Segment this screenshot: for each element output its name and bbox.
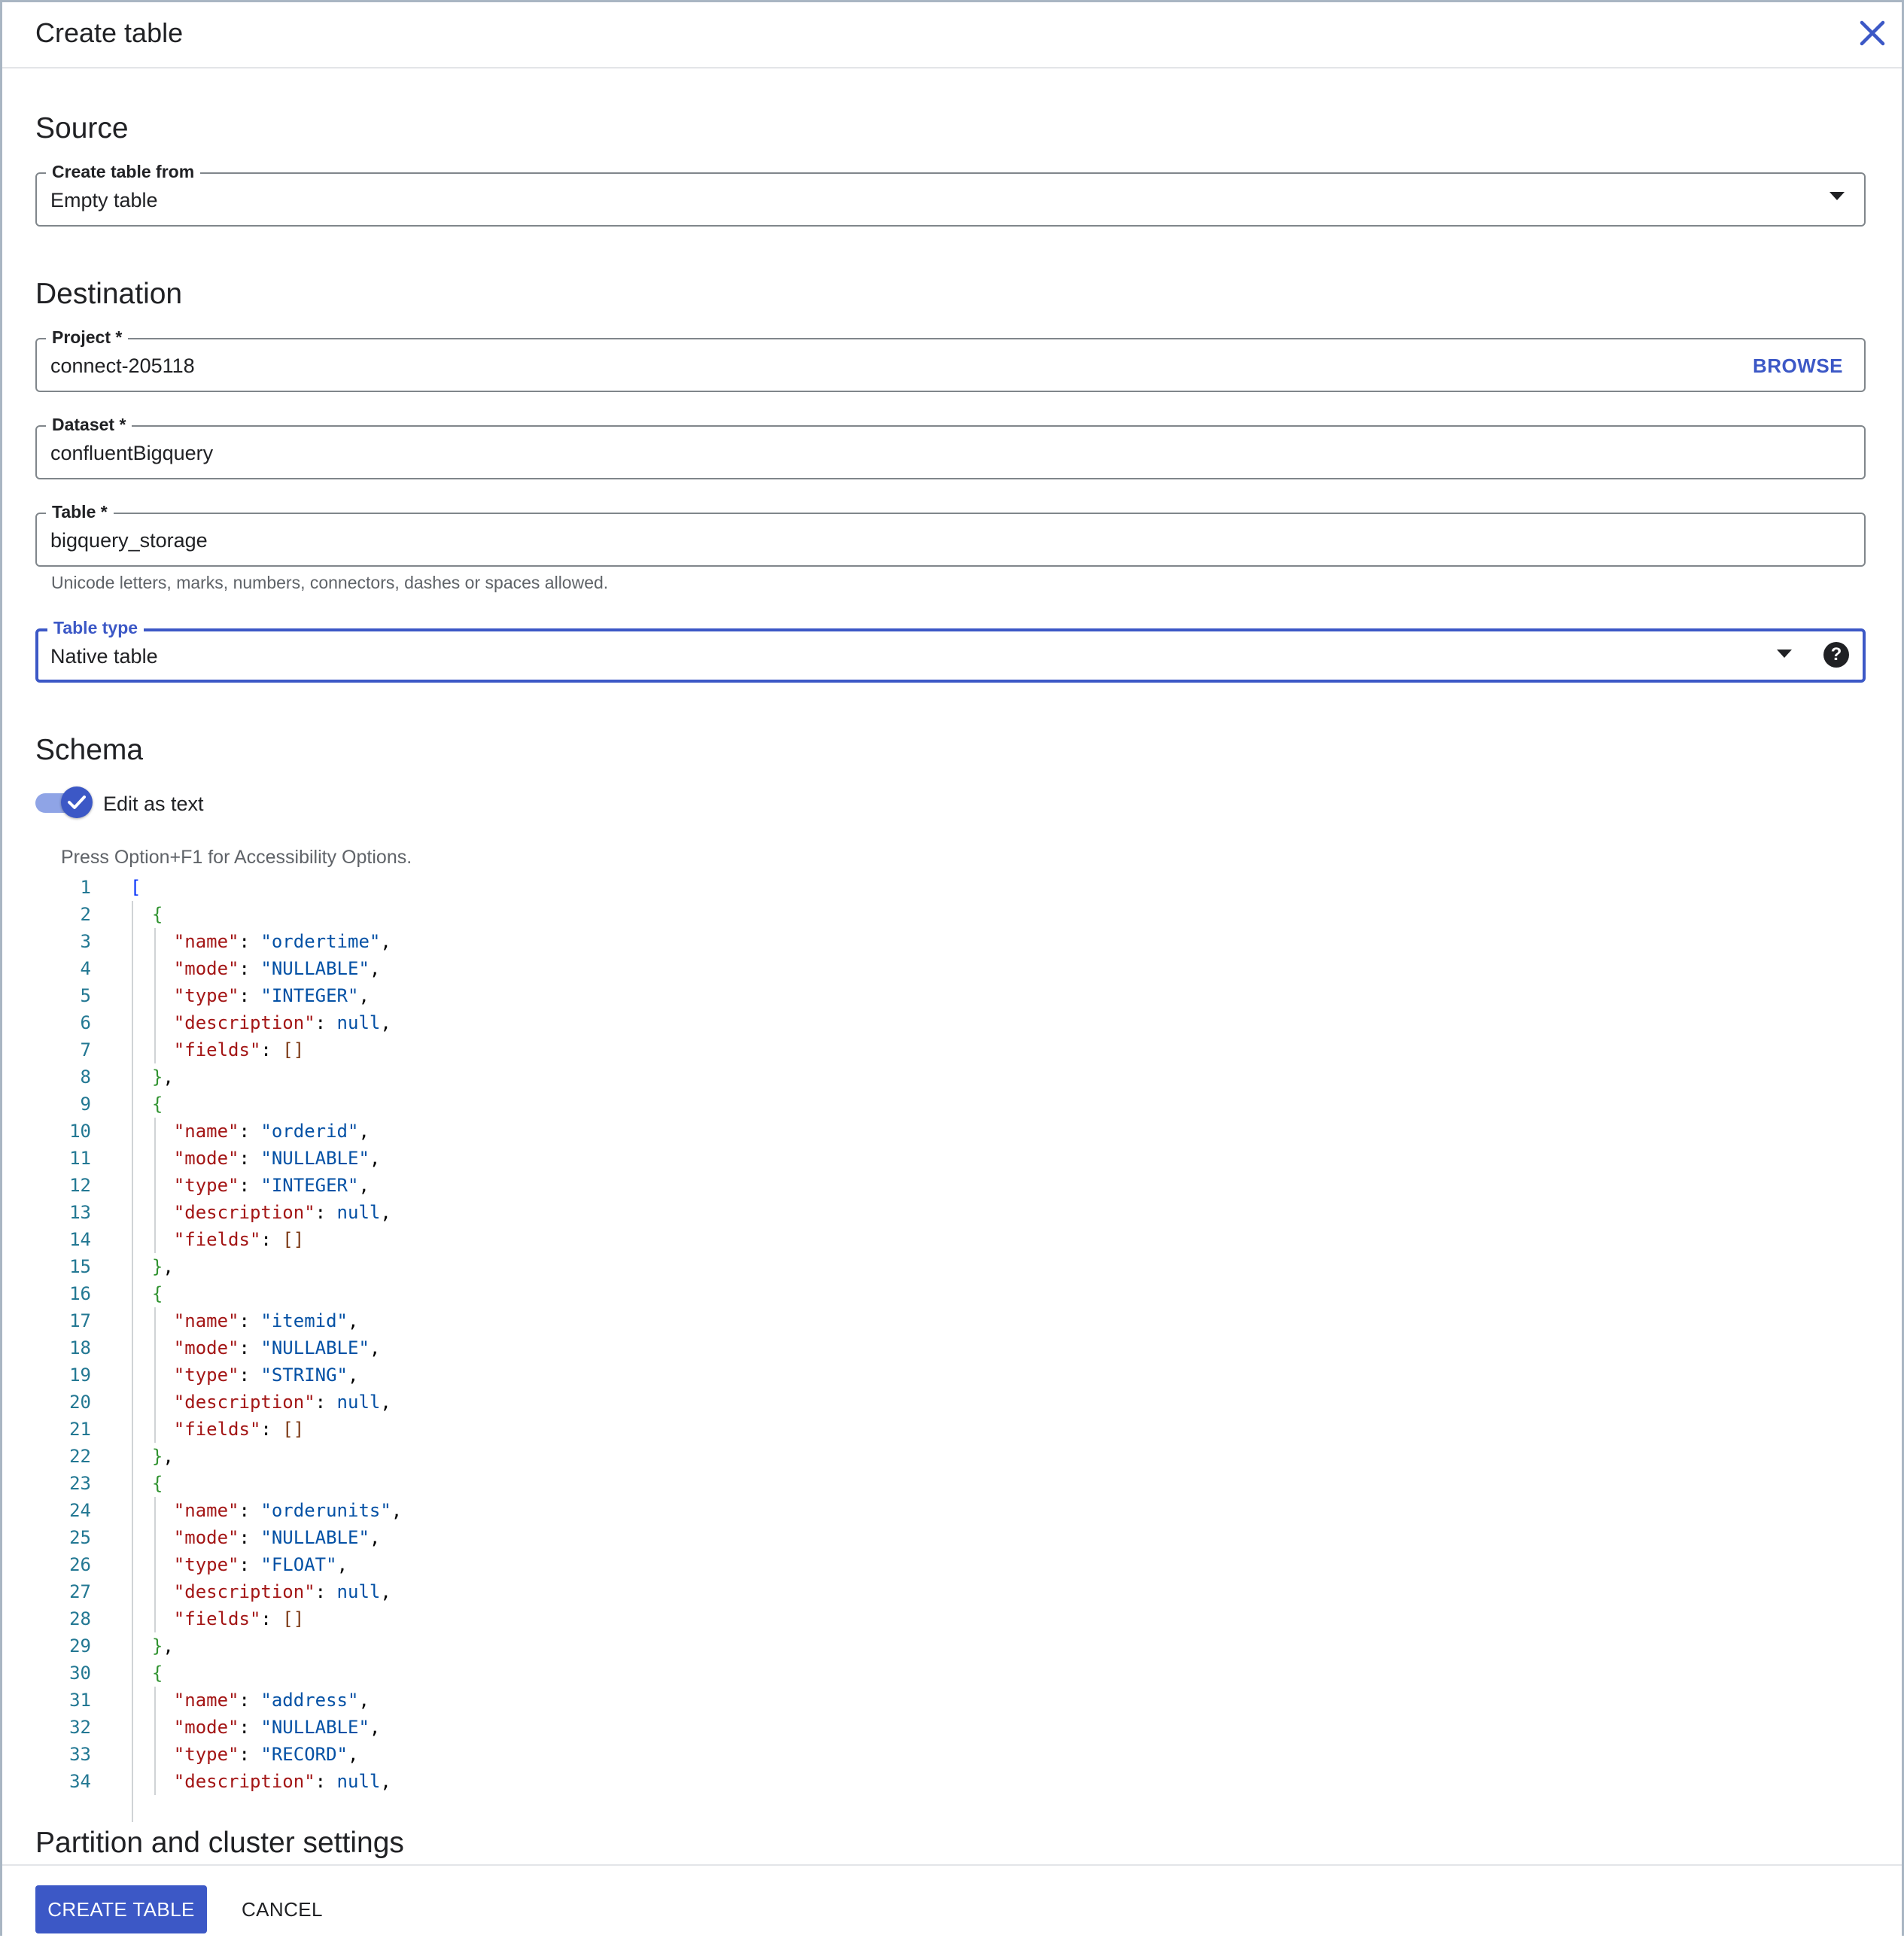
- code-token: }: [151, 1446, 163, 1467]
- code-token: "name": [173, 1310, 239, 1331]
- code-token: ,: [380, 1202, 391, 1223]
- code-token: [130, 1148, 174, 1169]
- code-token: :: [239, 1121, 261, 1142]
- panel-footer: [2, 1864, 1902, 1938]
- code-text: [130, 928, 391, 955]
- create-table-button[interactable]: CREATE TABLE: [35, 1885, 207, 1933]
- code-token: ,: [380, 1581, 391, 1602]
- code-token: "type": [173, 1744, 239, 1765]
- code-token: "name": [173, 1121, 239, 1142]
- code-token: :: [260, 1039, 283, 1060]
- code-line: [35, 1307, 1872, 1334]
- line-number: 10: [69, 1121, 91, 1142]
- line-number: 13: [69, 1202, 91, 1223]
- code-token: :: [315, 1581, 337, 1602]
- code-token: "type": [173, 1175, 239, 1196]
- code-token: [130, 1771, 174, 1792]
- code-token: ,: [358, 1175, 370, 1196]
- line-number: 30: [69, 1663, 91, 1684]
- destination-heading: Destination: [35, 278, 183, 310]
- code-token: "mode": [173, 1717, 239, 1738]
- panel-title: Create table: [35, 17, 184, 48]
- line-number: 17: [69, 1310, 91, 1331]
- edit-as-text-toggle[interactable]: [35, 786, 93, 817]
- code-token: [130, 1256, 152, 1277]
- code-token: "orderunits": [260, 1500, 391, 1521]
- code-text: [130, 1578, 391, 1605]
- code-text: [130, 1063, 174, 1091]
- code-token: [130, 1554, 174, 1575]
- code-token: "address": [260, 1690, 359, 1711]
- code-token: [130, 1690, 174, 1711]
- code-token: ,: [348, 1310, 359, 1331]
- code-token: [130, 958, 174, 979]
- code-text: [130, 1036, 304, 1063]
- source-heading: Source: [35, 112, 129, 145]
- code-token: ,: [380, 1012, 391, 1033]
- panel-header: [2, 2, 1902, 68]
- code-token: "mode": [173, 958, 239, 979]
- code-token: [130, 1337, 174, 1358]
- line-number: 4: [80, 958, 91, 979]
- code-token: ,: [358, 1121, 370, 1142]
- code-token: ,: [358, 1690, 370, 1711]
- code-token: [130, 1202, 174, 1223]
- project-label: Project *: [46, 327, 128, 348]
- code-token: :: [260, 1608, 283, 1629]
- code-token: {: [151, 1473, 163, 1494]
- code-token: [130, 1500, 174, 1521]
- line-number: 9: [80, 1094, 91, 1115]
- code-token: ,: [163, 1256, 174, 1277]
- code-token: :: [239, 1365, 261, 1386]
- code-text: [130, 1524, 380, 1551]
- line-number: 15: [69, 1256, 91, 1277]
- code-text: [130, 1009, 391, 1036]
- code-token: "fields": [173, 1039, 261, 1060]
- code-token: :: [239, 1527, 261, 1548]
- code-token: :: [239, 1175, 261, 1196]
- code-text: [130, 1172, 370, 1199]
- line-number: 18: [69, 1337, 91, 1358]
- code-token: null: [336, 1581, 381, 1602]
- code-text: [130, 1660, 163, 1687]
- table-name-value: bigquery_storage: [50, 529, 208, 552]
- code-token: "description": [173, 1771, 315, 1792]
- code-text: [130, 1226, 304, 1253]
- line-number: 2: [80, 904, 91, 925]
- code-text: [130, 1416, 304, 1443]
- code-text: [130, 1497, 402, 1524]
- code-line: [35, 1389, 1872, 1416]
- line-number: 22: [69, 1446, 91, 1467]
- code-text: [130, 1091, 163, 1118]
- code-token: :: [260, 1229, 283, 1250]
- code-token: [130, 931, 174, 952]
- chevron-down-icon: [1829, 192, 1845, 200]
- code-token: {: [151, 1283, 163, 1304]
- dataset-field[interactable]: [35, 415, 1866, 479]
- table-type-label: Table type: [47, 617, 144, 638]
- line-number: 3: [80, 931, 91, 952]
- code-text: [130, 1280, 163, 1307]
- code-token: [130, 1744, 174, 1765]
- code-token: [130, 904, 152, 925]
- code-line: [35, 1416, 1872, 1443]
- create-table-from-select[interactable]: [35, 162, 1866, 227]
- code-token: ,: [369, 1337, 381, 1358]
- code-token: ,: [391, 1500, 403, 1521]
- code-token: "description": [173, 1392, 315, 1413]
- code-line: [35, 1551, 1872, 1578]
- code-token: :: [239, 1717, 261, 1738]
- code-token: [130, 1012, 174, 1033]
- code-token: null: [336, 1012, 381, 1033]
- code-line: [35, 1578, 1872, 1605]
- table-name-hint: Unicode letters, marks, numbers, connectors, dashes or spaces allowed.: [51, 573, 609, 592]
- code-token: "type": [173, 1554, 239, 1575]
- code-token: "INTEGER": [260, 1175, 359, 1196]
- code-token: [130, 1663, 152, 1684]
- code-text: [130, 901, 163, 928]
- table-name-field[interactable]: [35, 502, 1866, 567]
- code-token: "description": [173, 1202, 315, 1223]
- code-text: [130, 1632, 174, 1660]
- code-token: }: [151, 1066, 163, 1088]
- code-token: :: [315, 1012, 337, 1033]
- create-table-from-label: Create table from: [46, 161, 200, 182]
- line-number: 21: [69, 1419, 91, 1440]
- code-token: ,: [380, 1771, 391, 1792]
- code-token: [130, 985, 174, 1006]
- code-line: [35, 1443, 1872, 1470]
- code-text: [130, 1470, 163, 1497]
- line-number: 27: [69, 1581, 91, 1602]
- code-token: "NULLABLE": [260, 1527, 370, 1548]
- code-line: [35, 1145, 1872, 1172]
- line-number: 25: [69, 1527, 91, 1548]
- code-text: [130, 1253, 174, 1280]
- line-number: 34: [69, 1771, 91, 1792]
- code-text: [130, 1118, 370, 1145]
- code-token: "NULLABLE": [260, 958, 370, 979]
- code-line: [35, 1118, 1872, 1145]
- code-text: [130, 1687, 370, 1714]
- code-token: "itemid": [260, 1310, 348, 1331]
- code-token: "NULLABLE": [260, 1337, 370, 1358]
- code-token: [130, 1446, 152, 1467]
- code-text: [130, 1714, 380, 1741]
- code-token: "STRING": [260, 1365, 348, 1386]
- code-token: [130, 1094, 152, 1115]
- dataset-label: Dataset *: [46, 414, 132, 435]
- code-token: :: [315, 1392, 337, 1413]
- code-token: {: [151, 1094, 163, 1115]
- code-token: null: [336, 1202, 381, 1223]
- close-button[interactable]: [1854, 14, 1891, 52]
- line-number: 20: [69, 1392, 91, 1413]
- code-line: [35, 1687, 1872, 1714]
- code-token: [130, 1608, 174, 1629]
- code-line: [35, 1253, 1872, 1280]
- code-line: [35, 1036, 1872, 1063]
- code-text: [130, 955, 380, 982]
- code-token: :: [315, 1771, 337, 1792]
- line-number: 28: [69, 1608, 91, 1629]
- line-number: 7: [80, 1039, 91, 1060]
- schema-code-editor[interactable]: [35, 874, 1872, 1792]
- code-token: ,: [369, 1148, 381, 1169]
- code-token: ,: [348, 1365, 359, 1386]
- code-text: [130, 1334, 380, 1361]
- code-token: :: [239, 1310, 261, 1331]
- code-token: [130, 1635, 152, 1657]
- code-token: [130, 1310, 174, 1331]
- code-token: :: [315, 1202, 337, 1223]
- code-token: "FLOAT": [260, 1554, 337, 1575]
- code-token: [130, 1392, 174, 1413]
- code-token: "fields": [173, 1608, 261, 1629]
- code-token: [130, 1121, 174, 1142]
- code-token: "description": [173, 1581, 315, 1602]
- line-number: 14: [69, 1229, 91, 1250]
- code-line: [35, 982, 1872, 1009]
- code-text: [130, 1551, 348, 1578]
- line-number: 24: [69, 1500, 91, 1521]
- code-token: "fields": [173, 1419, 261, 1440]
- code-line: [35, 1605, 1872, 1632]
- code-token: "INTEGER": [260, 985, 359, 1006]
- code-line: [35, 1660, 1872, 1687]
- code-token: [130, 1229, 174, 1250]
- code-token: ,: [369, 1717, 381, 1738]
- code-line: [35, 1632, 1872, 1660]
- code-token: :: [239, 1500, 261, 1521]
- line-number: 26: [69, 1554, 91, 1575]
- line-number: 23: [69, 1473, 91, 1494]
- code-token: {: [151, 904, 163, 925]
- code-token: :: [239, 931, 261, 952]
- line-number: 12: [69, 1175, 91, 1196]
- code-text: [130, 1741, 358, 1768]
- code-token: ,: [380, 931, 391, 952]
- code-token: {: [151, 1663, 163, 1684]
- toggle-knob: [61, 786, 93, 818]
- code-token: [130, 1039, 174, 1060]
- code-token: ,: [163, 1635, 174, 1657]
- code-token: "RECORD": [260, 1744, 348, 1765]
- code-text: [130, 1361, 358, 1389]
- edit-as-text-label: Edit as text: [103, 793, 204, 815]
- help-icon[interactable]: ?: [1823, 642, 1849, 668]
- dataset-value: confluentBigquery: [50, 442, 214, 464]
- code-token: [130, 1527, 174, 1548]
- line-number: 6: [80, 1012, 91, 1033]
- table-name-label: Table *: [46, 501, 114, 522]
- code-token: :: [239, 1554, 261, 1575]
- code-line: [35, 874, 1872, 901]
- code-text: [130, 1389, 391, 1416]
- code-token: [130, 1473, 152, 1494]
- code-token: ,: [358, 985, 370, 1006]
- code-token: "name": [173, 1500, 239, 1521]
- code-text: [130, 982, 370, 1009]
- code-token: "ordertime": [260, 931, 381, 952]
- code-line: [35, 1768, 1872, 1795]
- code-token: [130, 1066, 152, 1088]
- code-token: :: [239, 958, 261, 979]
- code-token: :: [239, 1337, 261, 1358]
- code-token: }: [151, 1256, 163, 1277]
- code-token: "orderid": [260, 1121, 359, 1142]
- line-number: 5: [80, 985, 91, 1006]
- code-text: [130, 1307, 358, 1334]
- code-token: ,: [163, 1066, 174, 1088]
- code-token: :: [239, 1148, 261, 1169]
- code-text: [130, 874, 141, 901]
- schema-heading: Schema: [35, 734, 144, 766]
- code-text: [130, 1443, 174, 1470]
- line-number: 33: [69, 1744, 91, 1765]
- code-text: [130, 1605, 304, 1632]
- code-line: [35, 1497, 1872, 1524]
- code-text: [130, 1768, 391, 1795]
- code-token: ,: [380, 1392, 391, 1413]
- code-token: [: [130, 877, 141, 898]
- code-token: [130, 1175, 174, 1196]
- code-line: [35, 1741, 1872, 1768]
- code-token: []: [282, 1419, 305, 1440]
- project-field[interactable]: [35, 327, 1866, 392]
- cancel-button[interactable]: CANCEL: [242, 1898, 323, 1921]
- code-token: [130, 1419, 174, 1440]
- code-token: :: [239, 1690, 261, 1711]
- table-type-value: Native table: [50, 645, 158, 668]
- code-token: ,: [369, 958, 381, 979]
- code-line: [35, 901, 1872, 928]
- partition-heading: Partition and cluster settings: [35, 1827, 404, 1859]
- code-line: [35, 1091, 1872, 1118]
- code-token: "type": [173, 1365, 239, 1386]
- code-text: [130, 1199, 391, 1226]
- table-type-select[interactable]: [35, 618, 1866, 683]
- code-token: "type": [173, 985, 239, 1006]
- code-token: ,: [163, 1446, 174, 1467]
- create-table-from-value: Empty table: [50, 189, 158, 211]
- code-token: null: [336, 1771, 381, 1792]
- code-token: :: [239, 985, 261, 1006]
- code-token: []: [282, 1039, 305, 1060]
- code-token: ,: [369, 1527, 381, 1548]
- close-icon: [1854, 14, 1891, 52]
- code-line: [35, 955, 1872, 982]
- code-token: "mode": [173, 1527, 239, 1548]
- line-number: 31: [69, 1690, 91, 1711]
- code-token: ,: [348, 1744, 359, 1765]
- code-token: [130, 1283, 152, 1304]
- line-number: 16: [69, 1283, 91, 1304]
- editor-accessibility-hint: Press Option+F1 for Accessibility Options.: [61, 847, 412, 868]
- code-line: [35, 1199, 1872, 1226]
- code-line: [35, 1009, 1872, 1036]
- code-token: [130, 1581, 174, 1602]
- chevron-down-icon: [1777, 650, 1792, 658]
- code-line: [35, 1470, 1872, 1497]
- code-text: [130, 1145, 380, 1172]
- code-line: [35, 1280, 1872, 1307]
- code-token: []: [282, 1229, 305, 1250]
- code-token: ,: [336, 1554, 348, 1575]
- code-token: :: [239, 1744, 261, 1765]
- code-token: "name": [173, 931, 239, 952]
- code-line: [35, 1172, 1872, 1199]
- code-token: null: [336, 1392, 381, 1413]
- code-token: "description": [173, 1012, 315, 1033]
- code-line: [35, 1714, 1872, 1741]
- code-token: [130, 1717, 174, 1738]
- line-number: 11: [69, 1148, 91, 1169]
- code-line: [35, 1361, 1872, 1389]
- code-token: }: [151, 1635, 163, 1657]
- checkmark-icon: [61, 786, 93, 818]
- line-number: 8: [80, 1066, 91, 1088]
- line-number: 19: [69, 1365, 91, 1386]
- code-token: :: [260, 1419, 283, 1440]
- code-token: "mode": [173, 1337, 239, 1358]
- code-line: [35, 1334, 1872, 1361]
- code-line: [35, 928, 1872, 955]
- code-token: "NULLABLE": [260, 1717, 370, 1738]
- code-token: "NULLABLE": [260, 1148, 370, 1169]
- code-token: "fields": [173, 1229, 261, 1250]
- line-number: 32: [69, 1717, 91, 1738]
- browse-button[interactable]: BROWSE: [1753, 354, 1843, 377]
- code-token: []: [282, 1608, 305, 1629]
- code-line: [35, 1226, 1872, 1253]
- project-value: connect-205118: [50, 354, 195, 377]
- code-token: [130, 1365, 174, 1386]
- line-number: 1: [80, 877, 91, 898]
- code-token: "name": [173, 1690, 239, 1711]
- code-token: "mode": [173, 1148, 239, 1169]
- code-line: [35, 1063, 1872, 1091]
- code-line: [35, 1524, 1872, 1551]
- line-number: 29: [69, 1635, 91, 1657]
